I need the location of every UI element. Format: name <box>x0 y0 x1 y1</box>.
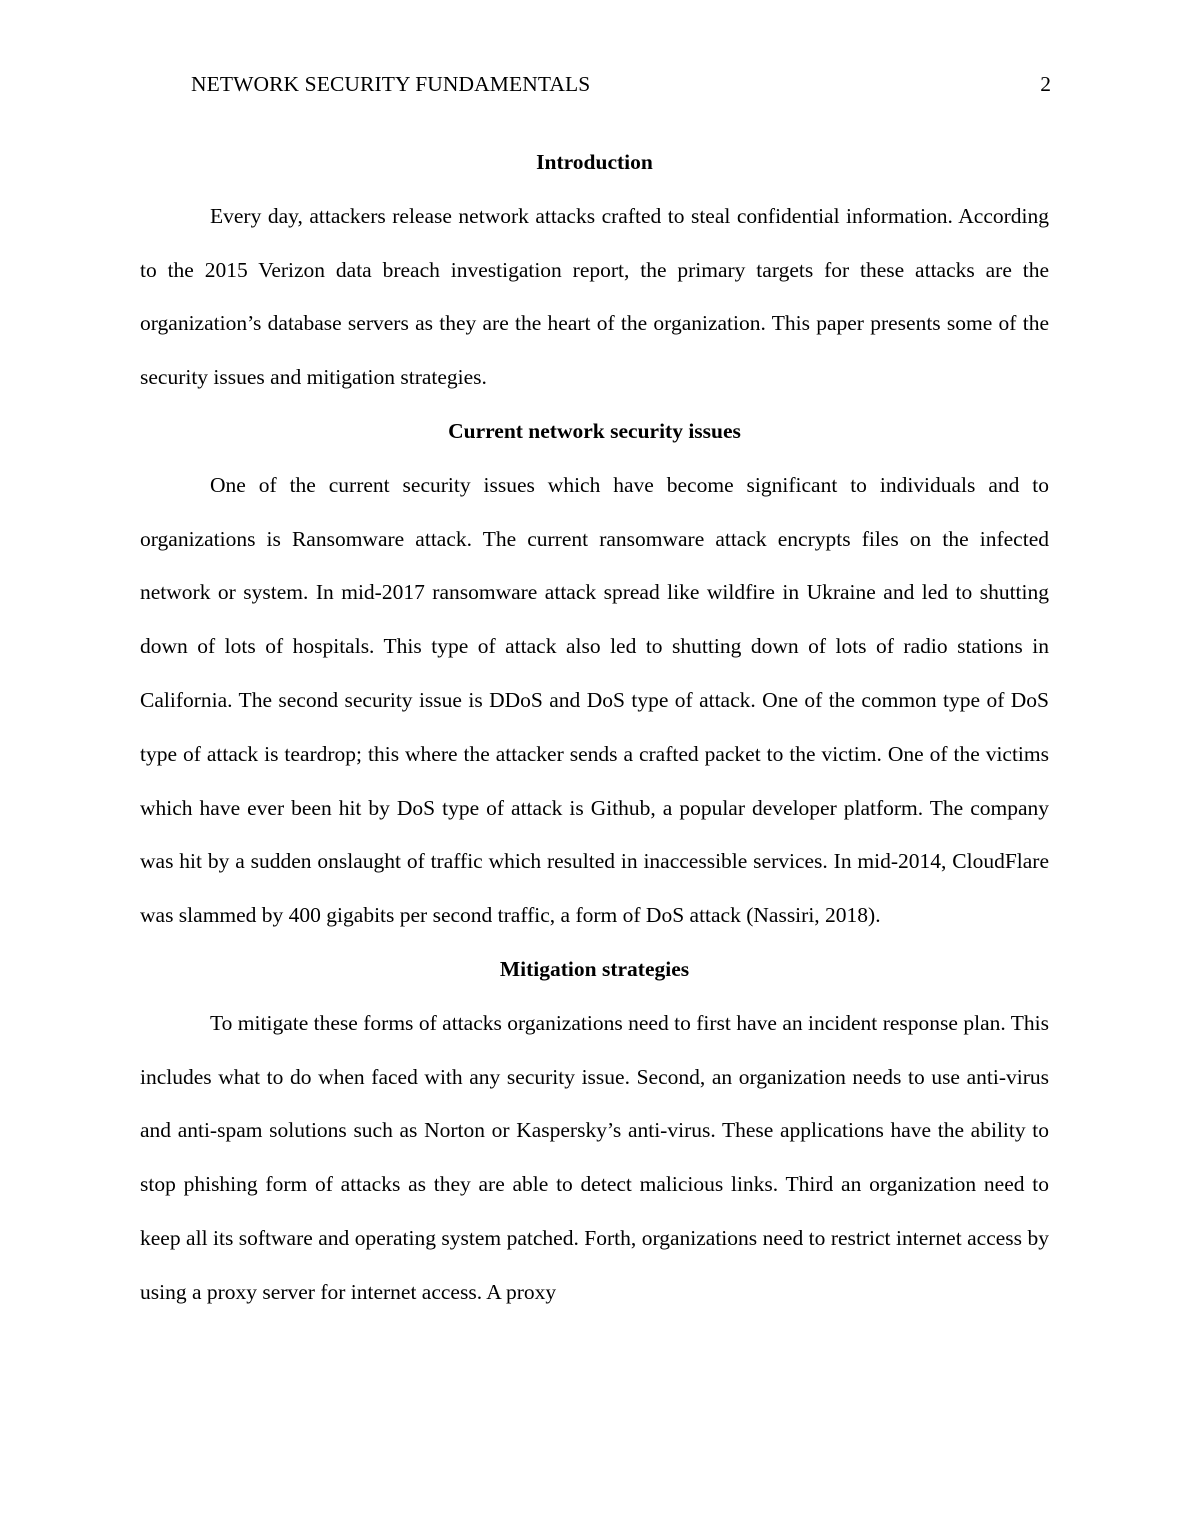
section-heading-introduction: Introduction <box>536 150 653 174</box>
paragraph-mitigation: To mitigate these forms of attacks organizations need to first have an incident response plan. This includes what to do when faced with any security issue. Second, an organization needs to use anti-virus and anti-spam solutions such as Norton or Kaspersky’s anti-virus. These applications have the ability to stop phishing form of attacks as they are able to detect malicious links. Third an organization need to keep all its software and operating system patched. Forth, organizations need to restrict internet access by using a proxy server for internet access. A proxy <box>140 1010 1049 1304</box>
paragraph-introduction: Every day, attackers release network attacks crafted to steal confidential information. According to the 2015 Verizon data breach investigation report, the primary targets for these attacks are the organization’s database servers as they are the heart of the organization. This paper presents some of the security issues and mitigation strategies. <box>140 203 1049 390</box>
paragraph-current-issues: One of the current security issues which have become significant to individuals and to organizations is Ransomware attack. The current ransomware attack encrypts files on the infected network or system. In mid-2017 ransomware attack spread like wildfire in Ukraine and led to shutting down of lots of hospitals. This type of attack also led to shutting down of lots of radio stations in California. The second security issue is DDoS and DoS type of attack. One of the common type of DoS type of attack is teardrop; this where the attacker sends a crafted packet to the victim. One of the victims which have ever been hit by DoS type of attack is Github, a popular developer platform. The company was hit by a sudden onslaught of traffic which resulted in inaccessible services. In mid-2014, CloudFlare was slammed by 400 gigabits per second traffic, a form of DoS attack (Nassiri, 2018). <box>140 472 1049 928</box>
document-body <box>140 136 1049 1320</box>
section-heading-mitigation: Mitigation strategies <box>499 956 690 981</box>
page-number: 2 <box>1040 72 1051 96</box>
running-head: NETWORK SECURITY FUNDAMENTALS <box>191 72 591 96</box>
section-heading-current-issues: Current network security issues <box>448 418 741 443</box>
